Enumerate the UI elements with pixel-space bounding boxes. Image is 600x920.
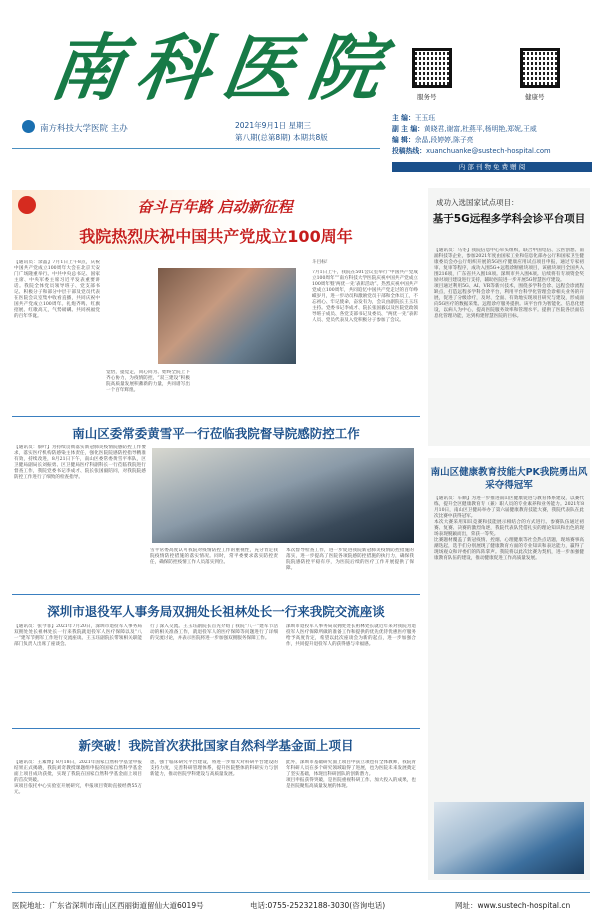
masthead-rule <box>12 148 380 149</box>
story3-col1: 【通讯员：张今菲】2021年7月20日，深圳市退役军人事务局双拥处处长祖林处长一行来我院就退役军人医疗保障以及“八一”建军节拥军工作进行交流座谈。王玉珏副院长带领相关职能部门负责人出席了座谈会。 <box>14 624 142 647</box>
sidebar2-body: 【通讯员：车顺】为进一步推进南山区健康促进与教育体系建设，以赛代练，提升全区健康教育专（兼）职人员的专业素养和业务能力。2021年8月10日，南山区卫健局举办了第六届健康教育技能大赛，我院代表队在此次比赛中获得冠军。 本次大赛采用知识竞赛和技能展示相结合的方式进行。参赛队伍通过初赛、复赛、决赛的激烈角逐，我院代表队凭借扎实的理论知识和出色的现场表现脱颖而出，荣获一等奖。 比赛题材覆盖了新冠疫情、控烟、心理健康等社会热点话题，现场赛事高潮迭起，选手们分别展现了健康教育方面的专业知识和表达能力，赢得了现场观众和评委们的阵阵掌声。我院将以此次比赛为契机，进一步加强健康教育队伍的建设，推动健康促进工作高质量发展。 <box>434 496 584 561</box>
story2-col3: 本次督导检查工作，进一步促进我院新冠肺炎疫情防控措施的落实，进一步提高了医院各项院感防控措施的执行力，确保我院院感防控平稳有序，为医院后续的医疗工作开展提供了保障。 <box>286 548 414 571</box>
edit-label: 编 辑： <box>392 136 415 144</box>
email-label: 投稿热线： <box>392 147 426 155</box>
story2-headline: 南山区委常委黄雪平一行莅临我院督导院感防控工作 <box>72 426 360 441</box>
story2-col2: 雪平常委高度认可我院对疫情防控工作的重视性，充分肯定我院疫情防控措施的落实情况。同时，常平委要求落实防控责任，确保防控疫情工作人员落实到位。 <box>150 548 278 565</box>
lead-col2: 觉悟，提觉走，同心同为、始终全院上下齐心协力，为疫情防控、“双三建设”积极院高质量发展积蓄新的力量，共同谱写出一个百年辉煌。 <box>106 370 190 393</box>
footer-phone: 电话:0755-25232188-3030(咨询电话) <box>250 901 386 910</box>
deputy-names: 黄晓君,谢富,杜燕平,杨明艳,郑妮,王威 <box>423 125 537 133</box>
lead-banner: 奋斗百年路 启动新征程 <box>137 198 293 216</box>
masthead-date: 2021年9月1日 星期三 <box>235 121 312 130</box>
sidebar2-headline: 南山区健康教育技能大PK我院勇出风采夺得冠军 <box>430 467 588 491</box>
lead-col1: 【通讯员：余晶】7月1日上午8点，庆祝中国共产党成立100周年大会在北京天安门广场隆重举行。中共中央总书记、国家主席、中央军委主席习近平发表重要讲话。我院全体党员领导班子、党支部书记、积极分子和部分中层干部及党员代表在医院会议室集中收看直播，共同庆祝中国共产党成立100周年。礼炮齐鸣、红旗招展、红歌高亢，气势磅礴。共同祝福党的百年华诞。 <box>14 260 100 319</box>
story2-rule <box>12 416 420 417</box>
qr-code-health <box>520 48 560 88</box>
editor-label: 主 编： <box>392 114 415 122</box>
sidebar1-headline: 基于5G远程多学科会诊平台项目 <box>432 213 586 225</box>
editor-name: 王玉珏 <box>414 114 436 122</box>
hospital-logo-icon <box>22 120 35 133</box>
footer-website[interactable]: 网址：www.sustech-hospital.cn <box>455 901 571 910</box>
staff-list <box>392 113 592 157</box>
story3-col2: 行了深入交流。王玉珏副院长首先介绍了我院“八一”建军节活动的相关准备工作，就退役军人的医疗保障等问题进行了详细的交流讨论，并表示医院将进一步加强双拥服务保障工作。 <box>150 624 278 641</box>
story4-col3: 此外，深圳市基础研究面上项目中获立项也有全体教师，我院青年科研人员在多个研究领域取得了进展，也为医院未来发展奠定了坚实基础，体现出科研团队的创新潜力。 项目申报获得突破，是医院重视科研工作、加大投入的成果，也是医院聚焦高质量发展的体现。 <box>286 760 416 789</box>
qr-code-service <box>412 48 452 88</box>
lead-col3b: 7月1日上午，我院在501会议室举行“中国共产党成立100周年”“南方科技大学医院庆祝中国共产党成立100周年暨‘两优一先’表彰活动”。热烈庆祝中国共产党成立100周年，共同追忆中国共产党走过的百年峥嵘岁月，进一步动员和激励党员干部和全体员工，不忘初心、牢记使命，奋发有为，会议由副院长王玉珏主持。党委书记李成才、院长张国毅以及医院党政领导班子成员、各党支部书记及委员、“两优一先”表彰人员、党员代表及入党积极分子参加了会议。 <box>312 270 418 323</box>
email-value[interactable]: xuanchuanke@sustech-hospital.com <box>425 147 551 155</box>
sidebar1-body: 【通讯员：马冬】我院信息中心牵头组织，联合中国电信、云医创想、南涌科技等企业，参加2021年度由国家工业和信息化部办公厅和国家卫生健康委员会办公厅组织开展的5G医疗健康应用试点项目申报，通过专家初审、复审等程序，成功入围5G+远程诊断板块项目，该板块项目全国共入围216项，广东省共入围18项。深圳市共入围4项。后续将有专项资金奖励对项目建设进行支持，辅助医院进一步开展5G智慧医疗建设。 项目通过利用5G、AI、VR等新兴技术，围绕多学科会诊、远程会诊流程缺点，打造远程多学科会诊平台，利用平台科学化管理会诊相关业务的开展，促进了分级诊疗，及时、全面、有效地实现项目研究与建设，形成面向5G医疗的数据采集、远程诊疗服务提供。该平台作为智能化、信息化建设，以病人为中心，提高医院服务效率和管理水平。提供了医院各层面信息化管理功能，达到构建智慧医院的目标。 <box>434 248 584 319</box>
notice-bar: 内 部 刊 物 免 费 赠 阅 <box>392 162 592 172</box>
deputy-label: 副 主 编： <box>392 125 424 133</box>
story4-col2: 患，强于临床研究平台建设，将进一步加大对科研平台建设的支持力度，完善科研管理体系，提升医院整体的科研实力与创新能力，推动医院学科建设与高质量发展。 <box>150 760 278 777</box>
masthead-host: 南方科技大学医院 主办 <box>40 124 128 134</box>
qr-label-health: 健康号 <box>525 93 545 101</box>
lead-col3a: 斗目标！ <box>312 260 331 265</box>
footer-rule <box>12 892 590 893</box>
masthead-title: 南科医院 <box>45 25 402 110</box>
lead-photo <box>158 268 296 364</box>
lead-headline: 我院热烈庆祝中国共产党成立100周年 <box>79 227 353 246</box>
sidebar1-kicker: 成功入选国家试点项目： <box>436 198 519 207</box>
sidebar2-photo <box>434 802 584 874</box>
qr-label-service: 服务号 <box>417 93 437 101</box>
footer-address: 医院地址：广东省深圳市南山区西丽街道留仙大道6019号 <box>12 901 204 910</box>
story3-rule <box>12 594 420 595</box>
story4-headline: 新突破！我院首次获批国家自然科学基金面上项目 <box>78 738 354 753</box>
masthead-issue: 第八期(总第8期) 本期共8版 <box>235 133 328 142</box>
story4-col1: 【通讯员：王素博】8月18日，2021年国家自然科学基金申报结果正式揭晓，我院刘奇教授课题组申报的国家自然科学基金面上项目成功获批，实现了我院在国家自然科学基金面上项目的首次突破。 该项目依托中心实验室开展研究，申报项目资助直接经费55万元。 <box>14 760 142 795</box>
story3-headline: 深圳市退役军人事务局双拥处长祖林处长一行来我院交流座谈 <box>47 604 385 619</box>
edit-names: 余晶,段婷婷,陈子亮 <box>414 136 474 144</box>
story3-col3: 深圳市退役军人事务局双拥处处长祖林处长就近年来对我院为退役军人医疗保障所做的准备工作和提供的优先优待优惠医疗服务给予高度肯定，希望以此次座谈会为新的起点，进一步加强合作，共同提升退役军人的获得感与幸福感。 <box>286 624 416 647</box>
story2-col1: 【通讯员：蔡叶】为持续贯彻落实新冠肺炎疫情院感防控工作要求，落实医疗机构防感染主体责任，强化医院院感防控指导精准有效，持续改进，8月21日下午，南山区委常委黄雪平率队，区卫健局副局长刘振勇、区卫健局医疗科副科长一行莅临我院进行督查工作，我院党委书记李成才、院长张国毅陪同，对我院院感防控工作进行了细致的检查指导。 <box>14 445 146 480</box>
story4-rule <box>12 728 420 729</box>
story2-photo <box>152 448 414 543</box>
